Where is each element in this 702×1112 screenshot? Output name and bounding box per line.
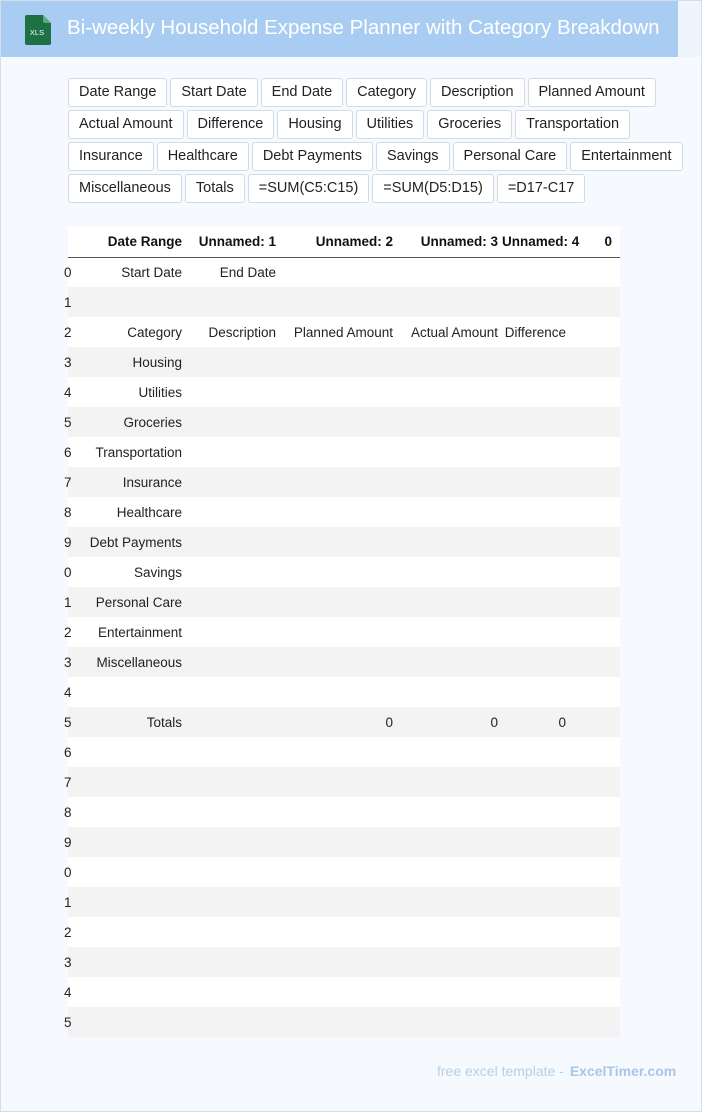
table-cell[interactable] xyxy=(397,917,502,947)
row-index[interactable] xyxy=(64,1007,76,1037)
table-row xyxy=(68,1007,620,1037)
data-table xyxy=(64,226,620,1037)
column-chip[interactable]: Start Date xyxy=(170,78,257,107)
table-cell[interactable] xyxy=(284,677,397,707)
column-chip[interactable]: Category xyxy=(346,78,427,107)
table-cell[interactable] xyxy=(502,557,596,587)
row-index[interactable] xyxy=(64,647,76,677)
table-cell[interactable] xyxy=(596,797,620,827)
table-row xyxy=(68,557,620,587)
table-cell[interactable] xyxy=(186,377,284,407)
column-chip[interactable]: =SUM(D5:D15) xyxy=(372,174,494,203)
table-cell[interactable] xyxy=(76,797,186,827)
table-cell[interactable] xyxy=(186,587,284,617)
table-cell[interactable] xyxy=(284,827,397,857)
table-cell[interactable] xyxy=(397,857,502,887)
footer-brand-link[interactable]: ExcelTimer.com xyxy=(569,1063,677,1079)
table-cell[interactable] xyxy=(502,467,596,497)
table-row xyxy=(68,737,620,767)
table-cell[interactable] xyxy=(397,257,502,287)
row-index[interactable] xyxy=(64,257,76,287)
footer-credit xyxy=(437,1063,676,1079)
column-header[interactable]: Unnamed: 2 xyxy=(284,226,397,257)
table-cell[interactable] xyxy=(596,467,620,497)
table-row xyxy=(68,527,620,557)
row-index[interactable] xyxy=(64,497,76,527)
table-cell[interactable] xyxy=(284,257,397,287)
column-header[interactable]: Unnamed: 3 xyxy=(397,226,502,257)
table-cell[interactable] xyxy=(186,647,284,677)
row-index[interactable] xyxy=(64,377,76,407)
table-cell[interactable] xyxy=(502,827,596,857)
table-cell[interactable] xyxy=(397,947,502,977)
row-index[interactable] xyxy=(64,767,76,797)
table-cell[interactable] xyxy=(284,377,397,407)
row-index[interactable] xyxy=(64,737,76,767)
header-bar xyxy=(1,1,678,57)
table-cell[interactable] xyxy=(502,527,596,557)
table-row xyxy=(68,257,620,287)
table-cell[interactable] xyxy=(502,587,596,617)
table-cell[interactable] xyxy=(596,947,620,977)
xls-icon-label: XLS xyxy=(29,28,45,37)
table-cell[interactable] xyxy=(284,977,397,1007)
table-cell[interactable] xyxy=(284,527,397,557)
row-index[interactable] xyxy=(64,557,76,587)
table-cell[interactable] xyxy=(596,707,620,737)
row-index[interactable] xyxy=(64,347,76,377)
table-cell[interactable]: Transportation xyxy=(76,437,186,467)
table-cell[interactable] xyxy=(186,797,284,827)
table-cell[interactable] xyxy=(502,617,596,647)
table-cell[interactable] xyxy=(186,827,284,857)
table-row xyxy=(68,377,620,407)
table-cell[interactable] xyxy=(596,677,620,707)
table-cell[interactable]: Utilities xyxy=(76,377,186,407)
table-cell[interactable] xyxy=(397,827,502,857)
row-index-label: 0 xyxy=(64,264,72,280)
table-cell[interactable] xyxy=(596,557,620,587)
table-cell[interactable] xyxy=(397,377,502,407)
table-cell[interactable] xyxy=(596,287,620,317)
table-cell[interactable] xyxy=(76,977,186,1007)
table-cell[interactable] xyxy=(284,497,397,527)
table-cell[interactable] xyxy=(502,947,596,977)
row-index-label: 2 xyxy=(64,624,72,640)
column-chip[interactable]: Utilities xyxy=(356,110,425,139)
table-cell[interactable] xyxy=(596,587,620,617)
table-cell[interactable]: Difference xyxy=(502,317,596,347)
table-cell[interactable] xyxy=(186,737,284,767)
table-cell[interactable] xyxy=(502,1007,596,1037)
column-chip[interactable]: Debt Payments xyxy=(252,142,373,171)
table-cell[interactable] xyxy=(76,1007,186,1037)
table-cell[interactable] xyxy=(397,437,502,467)
row-index[interactable] xyxy=(64,437,76,467)
row-index[interactable] xyxy=(64,797,76,827)
table-cell[interactable]: 0 xyxy=(284,707,397,737)
table-cell[interactable] xyxy=(502,797,596,827)
table-cell[interactable] xyxy=(284,617,397,647)
table-cell[interactable] xyxy=(284,407,397,437)
table-cell[interactable] xyxy=(284,797,397,827)
table-cell[interactable] xyxy=(596,917,620,947)
table-cell[interactable] xyxy=(284,647,397,677)
column-chip[interactable]: Savings xyxy=(376,142,450,171)
table-row xyxy=(68,947,620,977)
row-index-label: 8 xyxy=(64,804,72,820)
row-index[interactable] xyxy=(64,827,76,857)
row-index-label: 6 xyxy=(64,744,72,760)
row-index[interactable] xyxy=(64,617,76,647)
table-row xyxy=(68,767,620,797)
table-cell[interactable] xyxy=(76,857,186,887)
table-cell[interactable] xyxy=(76,767,186,797)
column-header[interactable]: Unnamed: 1 xyxy=(186,226,284,257)
row-index[interactable] xyxy=(64,857,76,887)
table-cell[interactable] xyxy=(186,857,284,887)
table-cell[interactable] xyxy=(502,677,596,707)
table-cell[interactable] xyxy=(596,827,620,857)
row-index-label: 6 xyxy=(64,444,72,460)
column-header[interactable] xyxy=(68,226,76,257)
table-cell[interactable] xyxy=(397,587,502,617)
table-cell[interactable] xyxy=(186,677,284,707)
table-cell[interactable] xyxy=(397,617,502,647)
row-index[interactable] xyxy=(64,917,76,947)
table-cell[interactable] xyxy=(502,287,596,317)
column-chip[interactable]: Miscellaneous xyxy=(68,174,182,203)
table-cell[interactable] xyxy=(596,647,620,677)
row-index-label: 2 xyxy=(64,924,72,940)
table-cell[interactable] xyxy=(596,407,620,437)
table-header-row xyxy=(68,226,620,257)
column-header[interactable]: Unnamed: 4 xyxy=(502,226,596,257)
table-row xyxy=(68,857,620,887)
table-cell[interactable] xyxy=(397,527,502,557)
table-cell[interactable]: 0 xyxy=(397,707,502,737)
column-chip[interactable]: Entertainment xyxy=(570,142,682,171)
row-index-label: 1 xyxy=(64,594,72,610)
table-row xyxy=(68,317,620,347)
table-cell[interactable] xyxy=(596,767,620,797)
column-chip[interactable]: Healthcare xyxy=(157,142,249,171)
table-cell[interactable] xyxy=(397,407,502,437)
table-cell[interactable] xyxy=(596,857,620,887)
row-index-label: 2 xyxy=(64,324,72,340)
table-cell[interactable] xyxy=(596,317,620,347)
table-cell[interactable] xyxy=(186,407,284,437)
column-chip[interactable]: Transportation xyxy=(515,110,630,139)
table-cell[interactable] xyxy=(596,887,620,917)
page-title: Bi-weekly Household Expense Planner with Category Breakdown xyxy=(67,16,660,39)
table-row xyxy=(68,407,620,437)
table-cell[interactable]: End Date xyxy=(186,257,284,287)
row-index-label: 3 xyxy=(64,654,72,670)
row-index[interactable] xyxy=(64,947,76,977)
column-chip[interactable]: Totals xyxy=(185,174,245,203)
row-index-label: 0 xyxy=(64,564,72,580)
column-chip[interactable]: =D17-C17 xyxy=(497,174,586,203)
table-cell[interactable] xyxy=(76,737,186,767)
table-cell[interactable] xyxy=(397,677,502,707)
table-cell[interactable] xyxy=(284,857,397,887)
table-cell[interactable] xyxy=(284,467,397,497)
row-index[interactable] xyxy=(64,707,76,737)
table-cell[interactable] xyxy=(397,1007,502,1037)
row-index[interactable] xyxy=(64,677,76,707)
table-row xyxy=(68,797,620,827)
table-cell[interactable]: Start Date xyxy=(76,257,186,287)
table-cell[interactable] xyxy=(186,767,284,797)
table-cell[interactable] xyxy=(502,647,596,677)
column-chip[interactable]: Planned Amount xyxy=(528,78,656,107)
table-cell[interactable] xyxy=(502,857,596,887)
table-body xyxy=(64,257,620,1037)
table-cell[interactable] xyxy=(502,257,596,287)
table-cell[interactable] xyxy=(284,287,397,317)
table-cell[interactable] xyxy=(596,977,620,1007)
row-index[interactable] xyxy=(64,407,76,437)
table-cell[interactable] xyxy=(186,917,284,947)
table-cell[interactable] xyxy=(76,917,186,947)
table-cell[interactable]: Planned Amount xyxy=(284,317,397,347)
table-cell[interactable] xyxy=(284,917,397,947)
table-row xyxy=(68,677,620,707)
table-cell[interactable] xyxy=(596,257,620,287)
table-cell[interactable] xyxy=(186,287,284,317)
column-chip-list xyxy=(68,78,698,206)
column-chip[interactable]: Description xyxy=(430,78,525,107)
table-row xyxy=(68,617,620,647)
table-cell[interactable]: Savings xyxy=(76,557,186,587)
table-cell[interactable] xyxy=(502,347,596,377)
table-row xyxy=(68,437,620,467)
row-index[interactable] xyxy=(64,317,76,347)
row-index-label: 9 xyxy=(64,834,72,850)
table-cell[interactable] xyxy=(186,947,284,977)
table-cell[interactable] xyxy=(186,977,284,1007)
row-index-label: 5 xyxy=(64,414,72,430)
table-row xyxy=(68,497,620,527)
column-header[interactable]: 0 xyxy=(596,226,620,257)
table-row xyxy=(68,647,620,677)
table-cell[interactable] xyxy=(596,497,620,527)
table-cell[interactable] xyxy=(502,377,596,407)
table-cell[interactable] xyxy=(186,557,284,587)
table-cell[interactable] xyxy=(502,437,596,467)
row-index-label: 3 xyxy=(64,954,72,970)
table-row xyxy=(68,827,620,857)
table-cell[interactable]: 0 xyxy=(502,707,596,737)
row-index-label: 5 xyxy=(64,1014,72,1030)
row-index-label: 9 xyxy=(64,534,72,550)
table-row xyxy=(68,587,620,617)
table-cell[interactable] xyxy=(397,767,502,797)
footer-text: free excel template - xyxy=(437,1063,564,1079)
column-chip[interactable]: =SUM(C5:C15) xyxy=(248,174,370,203)
column-header[interactable]: Date Range xyxy=(76,226,186,257)
table-cell[interactable]: Entertainment xyxy=(76,617,186,647)
table-cell[interactable]: Category xyxy=(76,317,186,347)
column-chip[interactable]: Housing xyxy=(277,110,352,139)
table-cell[interactable] xyxy=(186,617,284,647)
row-index[interactable] xyxy=(64,587,76,617)
table-cell[interactable] xyxy=(186,347,284,377)
table-cell[interactable] xyxy=(76,287,186,317)
row-index[interactable] xyxy=(64,467,76,497)
row-index[interactable] xyxy=(64,887,76,917)
table-cell[interactable]: Healthcare xyxy=(76,497,186,527)
table-cell[interactable]: Housing xyxy=(76,347,186,377)
table-cell[interactable] xyxy=(284,947,397,977)
table-cell[interactable] xyxy=(596,437,620,467)
row-index-label: 3 xyxy=(64,354,72,370)
table-cell[interactable] xyxy=(502,977,596,1007)
table-cell[interactable] xyxy=(502,767,596,797)
row-index-label: 4 xyxy=(64,684,72,700)
row-index-label: 5 xyxy=(64,714,72,730)
table-cell[interactable] xyxy=(76,887,186,917)
column-chip[interactable]: Groceries xyxy=(427,110,512,139)
table-cell[interactable] xyxy=(397,737,502,767)
row-index-label: 7 xyxy=(64,474,72,490)
table-row xyxy=(68,467,620,497)
table-cell[interactable] xyxy=(596,527,620,557)
table-cell[interactable] xyxy=(397,557,502,587)
table-cell[interactable] xyxy=(284,557,397,587)
table-row xyxy=(68,917,620,947)
column-chip[interactable]: End Date xyxy=(261,78,343,107)
table-cell[interactable] xyxy=(284,887,397,917)
table-cell[interactable] xyxy=(76,677,186,707)
table-row xyxy=(68,977,620,1007)
table-cell[interactable]: Insurance xyxy=(76,467,186,497)
table-cell[interactable] xyxy=(186,467,284,497)
column-chip[interactable]: Difference xyxy=(187,110,275,139)
table-cell[interactable] xyxy=(76,947,186,977)
table-row xyxy=(68,347,620,377)
table-cell[interactable] xyxy=(284,437,397,467)
table-cell[interactable]: Miscellaneous xyxy=(76,647,186,677)
table-cell[interactable] xyxy=(502,407,596,437)
column-chip[interactable]: Date Range xyxy=(68,78,167,107)
table-cell[interactable] xyxy=(502,917,596,947)
table-cell[interactable] xyxy=(186,887,284,917)
table-cell[interactable] xyxy=(397,497,502,527)
row-index-label: 0 xyxy=(64,864,72,880)
table-cell[interactable]: Groceries xyxy=(76,407,186,437)
table-row xyxy=(68,707,620,737)
table-cell[interactable] xyxy=(284,767,397,797)
table-row xyxy=(68,887,620,917)
row-index-label: 4 xyxy=(64,384,72,400)
column-chip[interactable]: Personal Care xyxy=(453,142,568,171)
table-cell[interactable] xyxy=(502,737,596,767)
table-cell[interactable] xyxy=(397,647,502,677)
table-cell[interactable] xyxy=(596,347,620,377)
row-index-label: 8 xyxy=(64,504,72,520)
table-cell[interactable]: Totals xyxy=(76,707,186,737)
row-index-label: 1 xyxy=(64,294,72,310)
table-cell[interactable] xyxy=(284,347,397,377)
table-cell[interactable]: Debt Payments xyxy=(76,527,186,557)
column-chip[interactable]: Actual Amount xyxy=(68,110,184,139)
table-cell[interactable] xyxy=(596,1007,620,1037)
table-cell[interactable] xyxy=(397,887,502,917)
row-index-label: 7 xyxy=(64,774,72,790)
row-index-label: 4 xyxy=(64,984,72,1000)
table-cell[interactable] xyxy=(397,287,502,317)
table-cell[interactable] xyxy=(502,497,596,527)
table-cell[interactable] xyxy=(596,617,620,647)
row-index-label: 1 xyxy=(64,894,72,910)
table-cell[interactable] xyxy=(186,437,284,467)
excel-file-icon xyxy=(24,15,51,45)
table-cell[interactable] xyxy=(502,887,596,917)
table-cell[interactable] xyxy=(284,1007,397,1037)
table-cell[interactable] xyxy=(186,497,284,527)
table-cell[interactable] xyxy=(596,737,620,767)
table-cell[interactable]: Description xyxy=(186,317,284,347)
table-cell[interactable] xyxy=(284,587,397,617)
table-cell[interactable] xyxy=(596,377,620,407)
row-index[interactable] xyxy=(64,527,76,557)
table-cell[interactable] xyxy=(397,467,502,497)
table-cell[interactable]: Personal Care xyxy=(76,587,186,617)
table-cell[interactable] xyxy=(186,1007,284,1037)
row-index[interactable] xyxy=(64,977,76,1007)
table-cell[interactable] xyxy=(397,797,502,827)
table-cell[interactable] xyxy=(76,827,186,857)
table-cell[interactable] xyxy=(284,737,397,767)
row-index[interactable] xyxy=(64,287,76,317)
table-cell[interactable]: Actual Amount xyxy=(397,317,502,347)
column-chip[interactable]: Insurance xyxy=(68,142,154,171)
data-table-container[interactable] xyxy=(64,226,620,1037)
table-cell[interactable] xyxy=(397,347,502,377)
table-row xyxy=(68,287,620,317)
table-cell[interactable] xyxy=(397,977,502,1007)
table-cell[interactable] xyxy=(186,707,284,737)
table-cell[interactable] xyxy=(186,527,284,557)
